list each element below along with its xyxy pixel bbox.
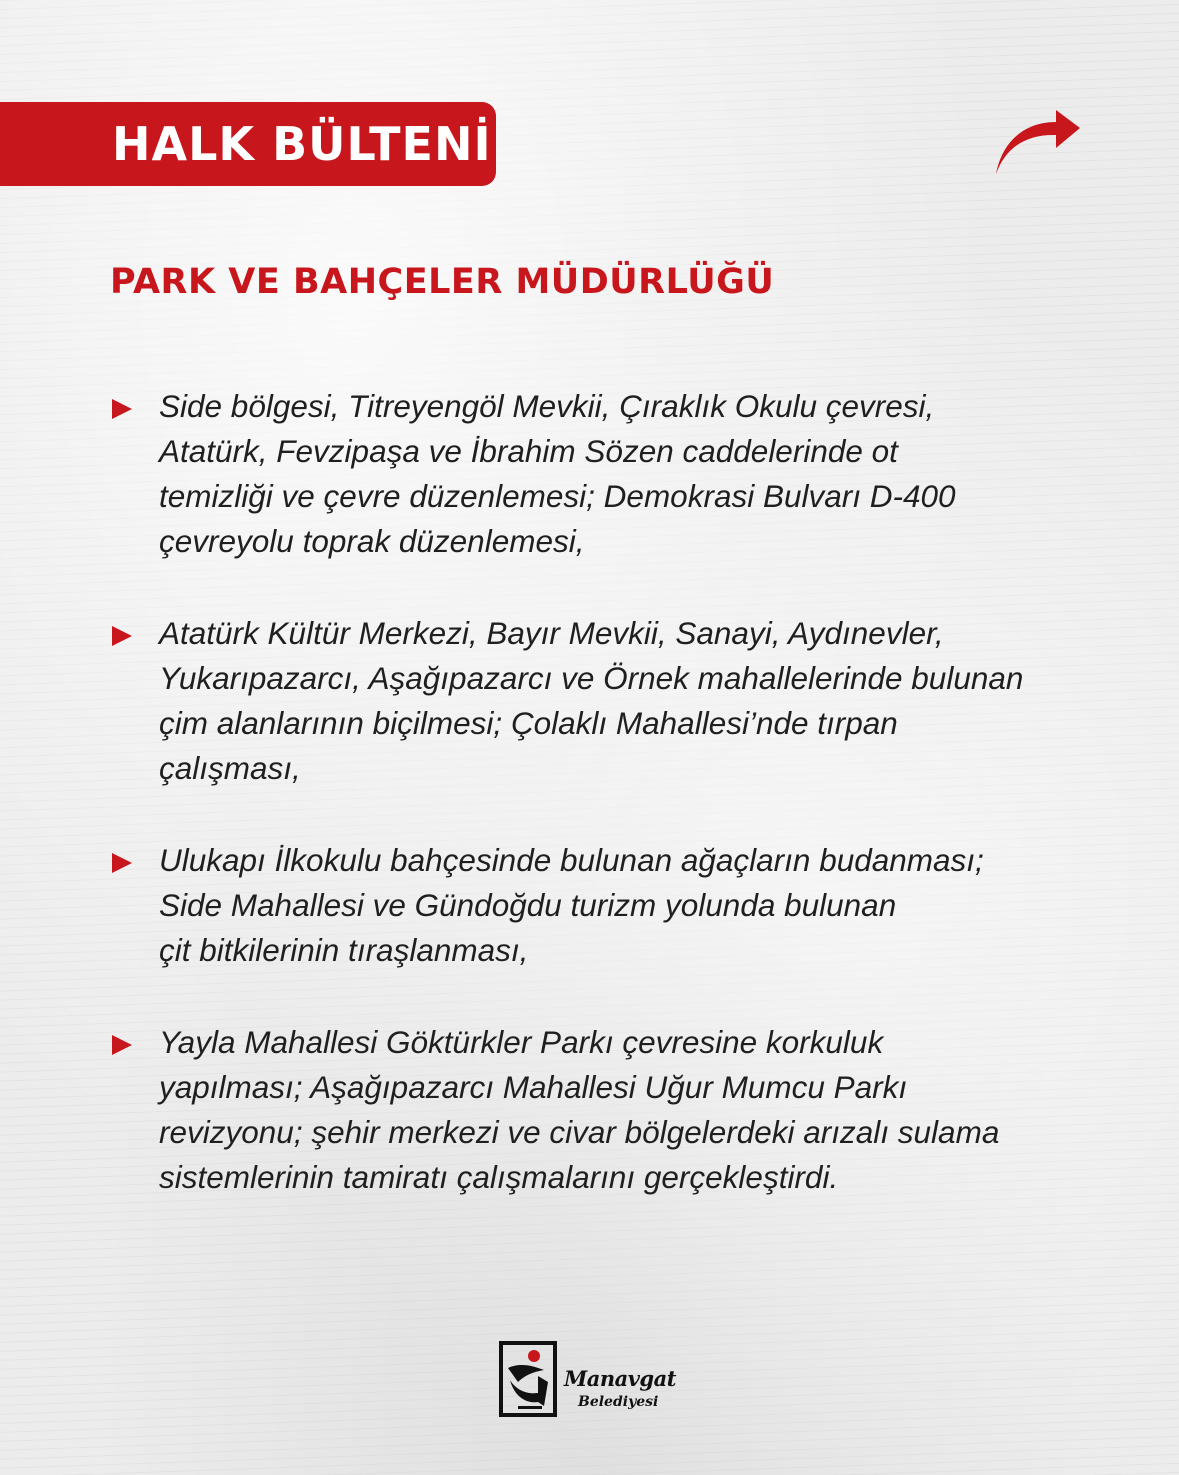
bullet-line: Yukarıpazarcı, Aşağıpazarcı ve Örnek mahallelerinde bulunan [159,660,1024,696]
bullet-item [110,1020,1110,1200]
section-title: PARK VE BAHÇELER MÜDÜRLÜĞÜ [110,262,775,302]
municipality-logo [498,1340,680,1422]
bullet-item [110,384,1110,564]
bullet-list [110,384,1110,1247]
header-banner [0,102,496,186]
bullet-text [159,384,1110,564]
bullet-item [110,838,1110,973]
bullet-item [110,611,1110,791]
logo-name: Manavgat [564,1366,676,1391]
bullet-line: Atatürk, Fevzipaşa ve İbrahim Sözen caddelerinde ot [159,433,898,469]
bullet-text [159,611,1110,791]
bullet-line: Ulukapı İlkokulu bahçesinde bulunan ağaçların budanması; [159,842,984,878]
bullet-line: çevreyolu toprak düzenlemesi, [159,523,585,559]
bullet-line: Side Mahallesi ve Gündoğdu turizm yolunda bulunan [159,887,897,923]
logo-emblem-icon [498,1340,558,1418]
bullet-line: Yayla Mahallesi Göktürkler Parkı çevresine korkuluk [159,1024,884,1060]
bullet-line: sistemlerinin tamiratı çalışmalarını gerçekleştirdi. [159,1159,839,1195]
triangle-bullet-icon [112,1035,132,1055]
bullet-line: çalışması, [159,750,301,786]
bullet-line: çit bitkilerinin tıraşlanması, [159,932,529,968]
logo-subtitle: Belediyesi [578,1394,659,1410]
bullet-line: çim alanlarının biçilmesi; Çolaklı Mahallesi’nde tırpan [159,705,898,741]
triangle-bullet-icon [112,399,132,419]
triangle-bullet-icon [112,853,132,873]
bullet-line: yapılması; Aşağıpazarcı Mahallesi Uğur Mumcu Parkı [159,1069,908,1105]
bullet-text [159,838,1110,973]
curved-arrow-right-icon[interactable] [990,108,1086,180]
bullet-line: Atatürk Kültür Merkezi, Bayır Mevkii, Sanayi, Aydınevler, [159,615,944,651]
bullet-line: revizyonu; şehir merkezi ve civar bölgelerdeki arızalı sulama [159,1114,1000,1150]
bullet-line: Side bölgesi, Titreyengöl Mevkii, Çıraklık Okulu çevresi, [159,388,935,424]
bulletin-title: HALK BÜLTENİ [112,117,492,171]
triangle-bullet-icon [112,626,132,646]
bullet-line: temizliği ve çevre düzenlemesi; Demokrasi Bulvarı D-400 [159,478,956,514]
bullet-text [159,1020,1110,1200]
